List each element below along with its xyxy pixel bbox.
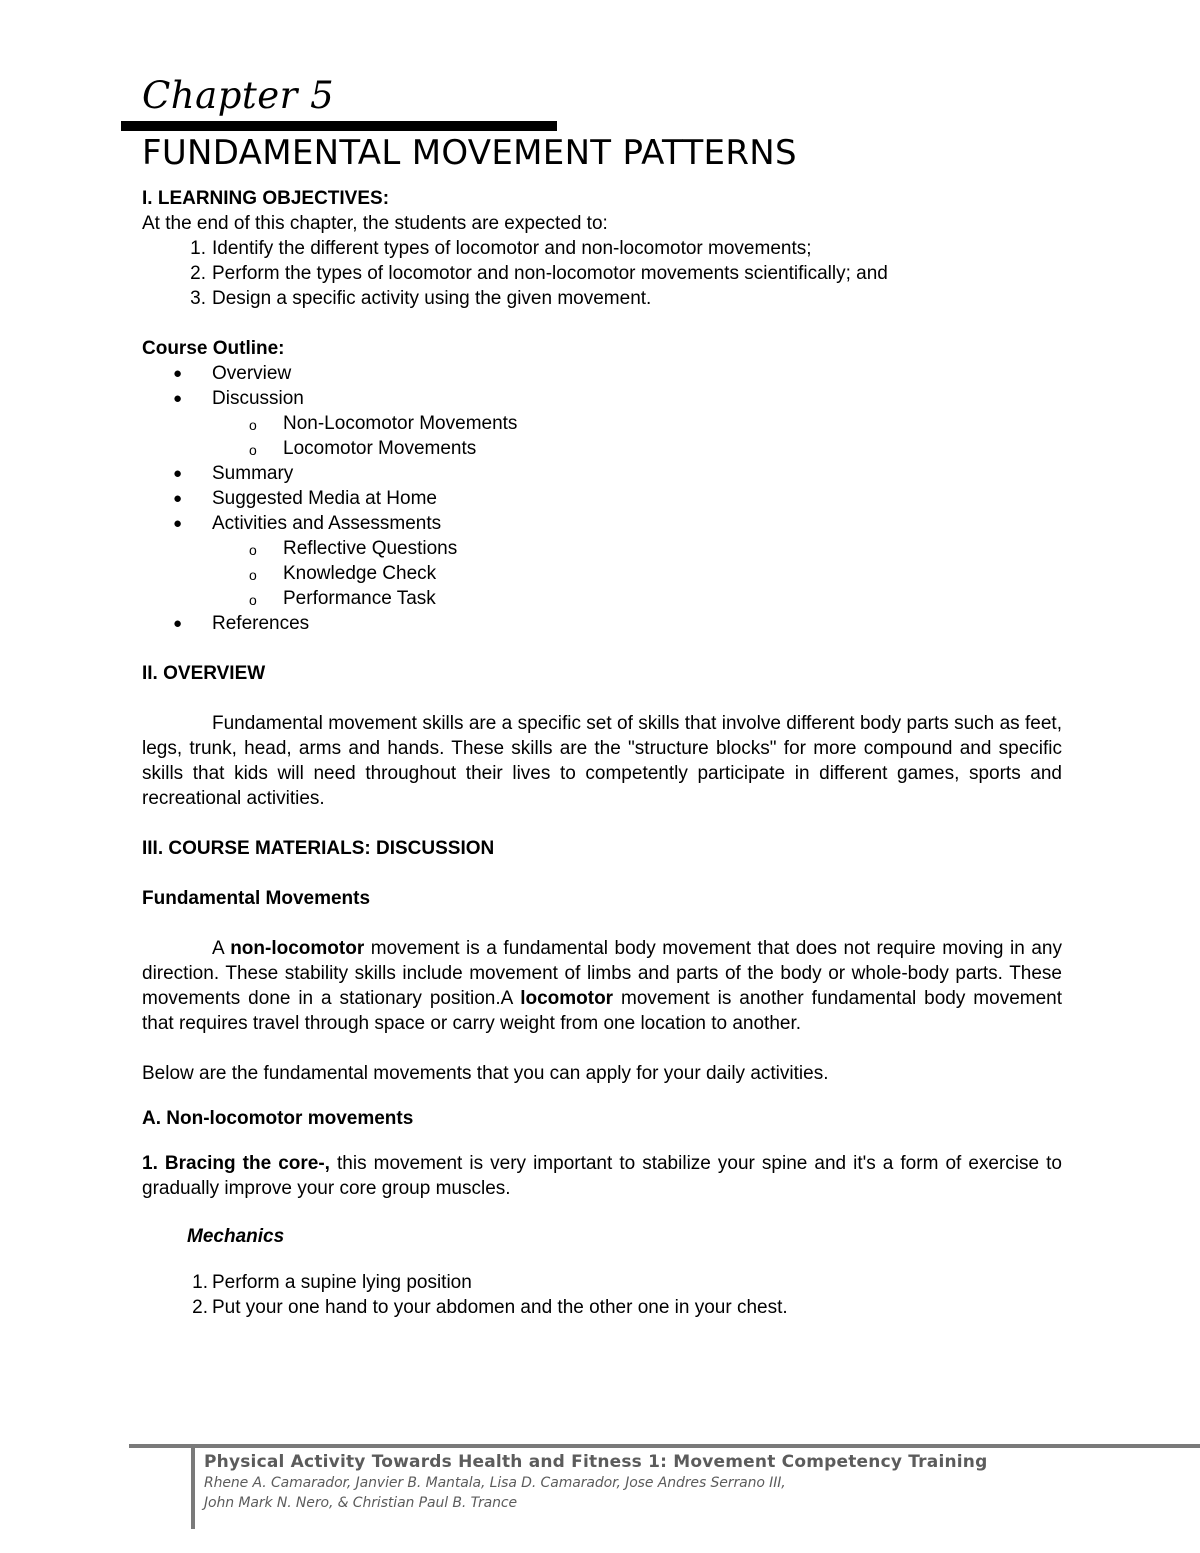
overview-heading: II. OVERVIEW [142, 663, 266, 684]
movement-definition-paragraph [142, 936, 1062, 1036]
outline-subitem-label: Reflective Questions [283, 538, 458, 559]
bullet-icon: ● [173, 465, 183, 482]
outline-subitem [142, 436, 1062, 461]
learning-objectives-heading: I. LEARNING OBJECTIVES: [142, 188, 390, 209]
circle-bullet-icon: o [249, 592, 257, 608]
footer-rule [129, 1444, 1200, 1448]
discussion-heading: III. COURSE MATERIALS: DISCUSSION [142, 838, 495, 859]
bracing-core-paragraph [142, 1151, 1062, 1201]
objective-text: Identify the different types of locomotor and non-locomotor movements; [212, 238, 812, 259]
outline-sublist [142, 411, 1062, 461]
mechanics-item [142, 1270, 1062, 1295]
footer-authors-line-1: Rhene A. Camarador, Janvier B. Mantala, Lisa D. Camarador, Jose Andres Serrano III, [204, 1475, 786, 1491]
mechanics-text: Put your one hand to your abdomen and the other one in your chest. [212, 1297, 788, 1318]
outline-item [142, 361, 1062, 386]
outline-item-label: Suggested Media at Home [212, 488, 437, 509]
circle-bullet-icon: o [249, 417, 257, 433]
outline-item [142, 486, 1062, 511]
list-number: 2. [192, 1297, 208, 1318]
footer-vertical-rule [191, 1447, 195, 1529]
outline-item-label: Activities and Assessments [212, 513, 442, 534]
overview-paragraph: Fundamental movement skills are a specific set of skills that involve different body parts such as feet, legs, trunk, head, arms and hands. These skills are the "structure blocks" for more compound and specific skills that kids will need throughout their lives to competently participate in different games, sports and recreational activities. [142, 713, 1062, 809]
mechanics-list [142, 1270, 1062, 1320]
objective-text: Design a specific activity using the given movement. [212, 288, 652, 309]
term-non-locomotor: non-locomotor [230, 938, 365, 959]
outline-item-label: Discussion [212, 388, 304, 409]
outline-subitem-label: Non-Locomotor Movements [283, 413, 518, 434]
outline-item [142, 461, 1062, 486]
list-number: 1. [192, 1272, 208, 1293]
list-number: 3. [190, 288, 206, 309]
outline-subitem-label: Performance Task [283, 588, 436, 609]
circle-bullet-icon: o [249, 542, 257, 558]
outline-subitem-label: Knowledge Check [283, 563, 437, 584]
chapter-title: FUNDAMENTAL MOVEMENT PATTERNS [142, 133, 797, 173]
objective-item [142, 261, 1062, 286]
outline-item-label: Summary [212, 463, 294, 484]
footer-authors-line-2: John Mark N. Nero, & Christian Paul B. Trance [204, 1495, 518, 1511]
term-locomotor: locomotor [520, 988, 614, 1009]
bullet-icon: ● [173, 515, 183, 532]
objective-item [142, 236, 1062, 261]
movements-intro-paragraph: Below are the fundamental movements that you can apply for your daily activities. [142, 1063, 829, 1084]
fundamental-movements-heading: Fundamental Movements [142, 888, 371, 909]
objective-text: Perform the types of locomotor and non-locomotor movements scientifically; and [212, 263, 888, 284]
paragraph-text: this movement is very important to stabilize your spine and it's a form of exercise to gradually improve your core group muscles. [142, 1153, 1062, 1199]
objectives-intro: At the end of this chapter, the students are expected to: [142, 213, 608, 234]
bullet-icon: ● [173, 490, 183, 507]
outline-item [142, 611, 1062, 636]
mechanics-item [142, 1295, 1062, 1320]
outline-sublist [142, 536, 1062, 611]
outline-item [142, 511, 1062, 611]
outline-item-label: References [212, 613, 310, 634]
page-footer [204, 1451, 987, 1513]
outline-subitem [142, 586, 1062, 611]
chapter-label: Chapter 5 [142, 74, 335, 117]
list-number: 1. [190, 238, 206, 259]
bullet-icon: ● [173, 615, 183, 632]
objective-item [142, 286, 1062, 311]
objectives-list [142, 236, 1062, 311]
footer-book-title: Physical Activity Towards Health and Fitness 1: Movement Competency Training [204, 1452, 988, 1472]
document-body [142, 186, 1062, 1320]
paragraph-text: movement is a fundamental body movement that does not require moving in any direction. These stability skills include movement of limbs and parts of the body or whole-body parts. These movements done in a stationary position.A [142, 938, 1062, 1009]
list-number: 2. [190, 263, 206, 284]
course-outline-heading: Course Outline: [142, 338, 285, 359]
chapter-underline-rule [121, 121, 557, 131]
course-outline-list [142, 361, 1062, 636]
outline-subitem [142, 536, 1062, 561]
outline-item [142, 386, 1062, 461]
outline-item-label: Overview [212, 363, 292, 384]
bullet-icon: ● [173, 390, 183, 407]
mechanics-text: Perform a supine lying position [212, 1272, 472, 1293]
paragraph-text: movement is another fundamental body movement that requires travel through space or carry weight from one location to another. [142, 988, 1063, 1034]
outline-subitem-label: Locomotor Movements [283, 438, 477, 459]
circle-bullet-icon: o [249, 567, 257, 583]
circle-bullet-icon: o [249, 442, 257, 458]
outline-subitem [142, 411, 1062, 436]
bracing-core-term: 1. Bracing the core-, [142, 1153, 330, 1174]
outline-subitem [142, 561, 1062, 586]
non-locomotor-section-heading: A. Non-locomotor movements [142, 1108, 414, 1129]
bullet-icon: ● [173, 365, 183, 382]
paragraph-text: A [212, 938, 231, 959]
mechanics-heading: Mechanics [187, 1226, 285, 1247]
